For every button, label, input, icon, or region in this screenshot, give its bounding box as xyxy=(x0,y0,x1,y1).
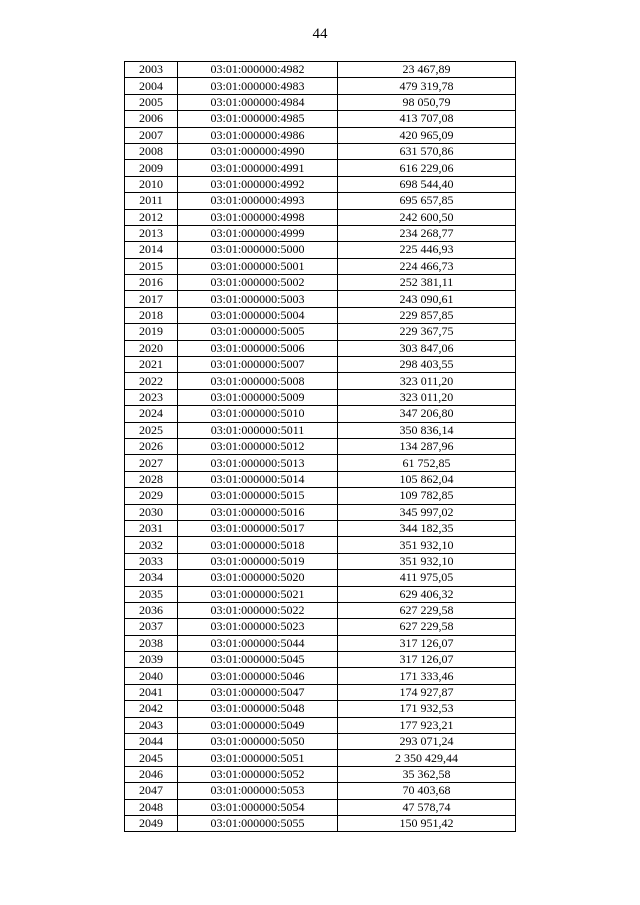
cadastral-number-cell: 03:01:000000:5000 xyxy=(178,242,338,258)
table-row xyxy=(125,619,516,635)
value-cell: 631 570,86 xyxy=(338,143,516,159)
value-cell: 411 975,05 xyxy=(338,570,516,586)
table-row xyxy=(125,438,516,454)
cadastral-number-cell: 03:01:000000:5009 xyxy=(178,389,338,405)
table-row xyxy=(125,307,516,323)
cadastral-number-cell: 03:01:000000:5002 xyxy=(178,275,338,291)
row-number-cell: 2045 xyxy=(125,750,178,766)
table-row xyxy=(125,258,516,274)
row-number-cell: 2027 xyxy=(125,455,178,471)
table-row xyxy=(125,471,516,487)
row-number-cell: 2036 xyxy=(125,602,178,618)
table-row xyxy=(125,225,516,241)
table-row xyxy=(125,62,516,78)
table-body xyxy=(125,62,516,832)
row-number-cell: 2049 xyxy=(125,815,178,831)
row-number-cell: 2048 xyxy=(125,799,178,815)
table-row xyxy=(125,553,516,569)
table-row xyxy=(125,520,516,536)
table-row xyxy=(125,734,516,750)
cadastral-number-cell: 03:01:000000:5017 xyxy=(178,520,338,536)
value-cell: 242 600,50 xyxy=(338,209,516,225)
row-number-cell: 2021 xyxy=(125,357,178,373)
row-number-cell: 2012 xyxy=(125,209,178,225)
value-cell: 344 182,35 xyxy=(338,520,516,536)
value-cell: 413 707,08 xyxy=(338,111,516,127)
row-number-cell: 2010 xyxy=(125,176,178,192)
table-row xyxy=(125,537,516,553)
row-number-cell: 2020 xyxy=(125,340,178,356)
row-number-cell: 2032 xyxy=(125,537,178,553)
row-number-cell: 2014 xyxy=(125,242,178,258)
table-row xyxy=(125,668,516,684)
table-row xyxy=(125,504,516,520)
table-row xyxy=(125,193,516,209)
value-cell: 345 997,02 xyxy=(338,504,516,520)
cadastral-number-cell: 03:01:000000:5049 xyxy=(178,717,338,733)
table-row xyxy=(125,275,516,291)
row-number-cell: 2009 xyxy=(125,160,178,176)
cadastral-number-cell: 03:01:000000:5022 xyxy=(178,602,338,618)
cadastral-number-cell: 03:01:000000:4984 xyxy=(178,94,338,110)
cadastral-number-cell: 03:01:000000:4982 xyxy=(178,62,338,78)
table-row xyxy=(125,94,516,110)
table-row xyxy=(125,373,516,389)
value-cell: 351 932,10 xyxy=(338,537,516,553)
row-number-cell: 2046 xyxy=(125,766,178,782)
cadastral-number-cell: 03:01:000000:5007 xyxy=(178,357,338,373)
row-number-cell: 2042 xyxy=(125,701,178,717)
row-number-cell: 2029 xyxy=(125,488,178,504)
table-row xyxy=(125,815,516,831)
row-number-cell: 2024 xyxy=(125,406,178,422)
value-cell: 35 362,58 xyxy=(338,766,516,782)
value-cell: 229 367,75 xyxy=(338,324,516,340)
cadastral-number-cell: 03:01:000000:5046 xyxy=(178,668,338,684)
value-cell: 109 782,85 xyxy=(338,488,516,504)
table-row xyxy=(125,799,516,815)
row-number-cell: 2026 xyxy=(125,438,178,454)
row-number-cell: 2019 xyxy=(125,324,178,340)
cadastral-number-cell: 03:01:000000:4990 xyxy=(178,143,338,159)
value-cell: 627 229,58 xyxy=(338,619,516,635)
value-cell: 323 011,20 xyxy=(338,373,516,389)
table-row xyxy=(125,602,516,618)
row-number-cell: 2007 xyxy=(125,127,178,143)
value-cell: 347 206,80 xyxy=(338,406,516,422)
table-row xyxy=(125,340,516,356)
row-number-cell: 2028 xyxy=(125,471,178,487)
value-cell: 98 050,79 xyxy=(338,94,516,110)
table-row xyxy=(125,684,516,700)
table-row xyxy=(125,357,516,373)
row-number-cell: 2023 xyxy=(125,389,178,405)
table-row xyxy=(125,586,516,602)
cadastral-number-cell: 03:01:000000:4993 xyxy=(178,193,338,209)
table-row xyxy=(125,389,516,405)
row-number-cell: 2035 xyxy=(125,586,178,602)
table-row xyxy=(125,143,516,159)
cadastral-number-cell: 03:01:000000:4983 xyxy=(178,78,338,94)
cadastral-number-cell: 03:01:000000:5019 xyxy=(178,553,338,569)
value-cell: 252 381,11 xyxy=(338,275,516,291)
cadastral-number-cell: 03:01:000000:5047 xyxy=(178,684,338,700)
table-row xyxy=(125,209,516,225)
table-row xyxy=(125,422,516,438)
value-cell: 224 466,73 xyxy=(338,258,516,274)
value-cell: 351 932,10 xyxy=(338,553,516,569)
row-number-cell: 2041 xyxy=(125,684,178,700)
cadastral-number-cell: 03:01:000000:5003 xyxy=(178,291,338,307)
table-row xyxy=(125,176,516,192)
row-number-cell: 2008 xyxy=(125,143,178,159)
cadastre-value-table xyxy=(124,61,516,832)
value-cell: 293 071,24 xyxy=(338,734,516,750)
row-number-cell: 2025 xyxy=(125,422,178,438)
row-number-cell: 2039 xyxy=(125,652,178,668)
row-number-cell: 2005 xyxy=(125,94,178,110)
cadastral-number-cell: 03:01:000000:4999 xyxy=(178,225,338,241)
cadastral-number-cell: 03:01:000000:5016 xyxy=(178,504,338,520)
value-cell: 171 932,53 xyxy=(338,701,516,717)
cadastral-number-cell: 03:01:000000:4986 xyxy=(178,127,338,143)
row-number-cell: 2018 xyxy=(125,307,178,323)
table-row xyxy=(125,783,516,799)
row-number-cell: 2016 xyxy=(125,275,178,291)
cadastral-number-cell: 03:01:000000:5001 xyxy=(178,258,338,274)
cadastral-number-cell: 03:01:000000:5012 xyxy=(178,438,338,454)
value-cell: 323 011,20 xyxy=(338,389,516,405)
table-row xyxy=(125,111,516,127)
value-cell: 698 544,40 xyxy=(338,176,516,192)
row-number-cell: 2013 xyxy=(125,225,178,241)
cadastral-number-cell: 03:01:000000:5013 xyxy=(178,455,338,471)
value-cell: 61 752,85 xyxy=(338,455,516,471)
page-number: 44 xyxy=(312,26,328,42)
row-number-cell: 2015 xyxy=(125,258,178,274)
value-cell: 317 126,07 xyxy=(338,652,516,668)
value-cell: 177 923,21 xyxy=(338,717,516,733)
row-number-cell: 2022 xyxy=(125,373,178,389)
value-cell: 317 126,07 xyxy=(338,635,516,651)
value-cell: 174 927,87 xyxy=(338,684,516,700)
cadastral-number-cell: 03:01:000000:5018 xyxy=(178,537,338,553)
value-cell: 47 578,74 xyxy=(338,799,516,815)
value-cell: 627 229,58 xyxy=(338,602,516,618)
row-number-cell: 2004 xyxy=(125,78,178,94)
cadastral-number-cell: 03:01:000000:5054 xyxy=(178,799,338,815)
table-row xyxy=(125,242,516,258)
row-number-cell: 2030 xyxy=(125,504,178,520)
cadastral-number-cell: 03:01:000000:5008 xyxy=(178,373,338,389)
table-row xyxy=(125,455,516,471)
cadastral-number-cell: 03:01:000000:5004 xyxy=(178,307,338,323)
cadastral-number-cell: 03:01:000000:5055 xyxy=(178,815,338,831)
value-cell: 171 333,46 xyxy=(338,668,516,684)
cadastral-number-cell: 03:01:000000:5011 xyxy=(178,422,338,438)
table-row xyxy=(125,717,516,733)
value-cell: 629 406,32 xyxy=(338,586,516,602)
row-number-cell: 2044 xyxy=(125,734,178,750)
cadastral-number-cell: 03:01:000000:5006 xyxy=(178,340,338,356)
value-cell: 303 847,06 xyxy=(338,340,516,356)
value-cell: 105 862,04 xyxy=(338,471,516,487)
table-row xyxy=(125,750,516,766)
value-cell: 2 350 429,44 xyxy=(338,750,516,766)
cadastral-number-cell: 03:01:000000:4992 xyxy=(178,176,338,192)
row-number-cell: 2003 xyxy=(125,62,178,78)
value-cell: 420 965,09 xyxy=(338,127,516,143)
value-cell: 150 951,42 xyxy=(338,815,516,831)
value-cell: 234 268,77 xyxy=(338,225,516,241)
cadastral-number-cell: 03:01:000000:5021 xyxy=(178,586,338,602)
cadastral-number-cell: 03:01:000000:5044 xyxy=(178,635,338,651)
cadastral-number-cell: 03:01:000000:5051 xyxy=(178,750,338,766)
cadastral-number-cell: 03:01:000000:5020 xyxy=(178,570,338,586)
cadastral-number-cell: 03:01:000000:5005 xyxy=(178,324,338,340)
cadastral-number-cell: 03:01:000000:5053 xyxy=(178,783,338,799)
row-number-cell: 2040 xyxy=(125,668,178,684)
row-number-cell: 2031 xyxy=(125,520,178,536)
table-row xyxy=(125,127,516,143)
cadastral-number-cell: 03:01:000000:5052 xyxy=(178,766,338,782)
table-row xyxy=(125,324,516,340)
table-row xyxy=(125,701,516,717)
row-number-cell: 2043 xyxy=(125,717,178,733)
row-number-cell: 2038 xyxy=(125,635,178,651)
cadastral-number-cell: 03:01:000000:5050 xyxy=(178,734,338,750)
row-number-cell: 2033 xyxy=(125,553,178,569)
table-row xyxy=(125,766,516,782)
cadastral-number-cell: 03:01:000000:4998 xyxy=(178,209,338,225)
value-cell: 134 287,96 xyxy=(338,438,516,454)
value-cell: 479 319,78 xyxy=(338,78,516,94)
value-cell: 243 090,61 xyxy=(338,291,516,307)
cadastral-number-cell: 03:01:000000:5010 xyxy=(178,406,338,422)
value-cell: 298 403,55 xyxy=(338,357,516,373)
value-cell: 350 836,14 xyxy=(338,422,516,438)
row-number-cell: 2006 xyxy=(125,111,178,127)
cadastral-number-cell: 03:01:000000:5015 xyxy=(178,488,338,504)
table-row xyxy=(125,78,516,94)
row-number-cell: 2017 xyxy=(125,291,178,307)
value-cell: 23 467,89 xyxy=(338,62,516,78)
row-number-cell: 2034 xyxy=(125,570,178,586)
row-number-cell: 2037 xyxy=(125,619,178,635)
value-cell: 695 657,85 xyxy=(338,193,516,209)
row-number-cell: 2047 xyxy=(125,783,178,799)
cadastral-number-cell: 03:01:000000:5014 xyxy=(178,471,338,487)
table-row xyxy=(125,635,516,651)
table-row xyxy=(125,291,516,307)
cadastral-number-cell: 03:01:000000:5048 xyxy=(178,701,338,717)
cadastral-number-cell: 03:01:000000:5045 xyxy=(178,652,338,668)
cadastral-number-cell: 03:01:000000:4991 xyxy=(178,160,338,176)
value-cell: 70 403,68 xyxy=(338,783,516,799)
value-cell: 616 229,06 xyxy=(338,160,516,176)
cadastral-number-cell: 03:01:000000:5023 xyxy=(178,619,338,635)
table-row xyxy=(125,488,516,504)
table-row xyxy=(125,652,516,668)
value-cell: 225 446,93 xyxy=(338,242,516,258)
table-row xyxy=(125,406,516,422)
cadastral-number-cell: 03:01:000000:4985 xyxy=(178,111,338,127)
table-row xyxy=(125,570,516,586)
table-row xyxy=(125,160,516,176)
row-number-cell: 2011 xyxy=(125,193,178,209)
value-cell: 229 857,85 xyxy=(338,307,516,323)
